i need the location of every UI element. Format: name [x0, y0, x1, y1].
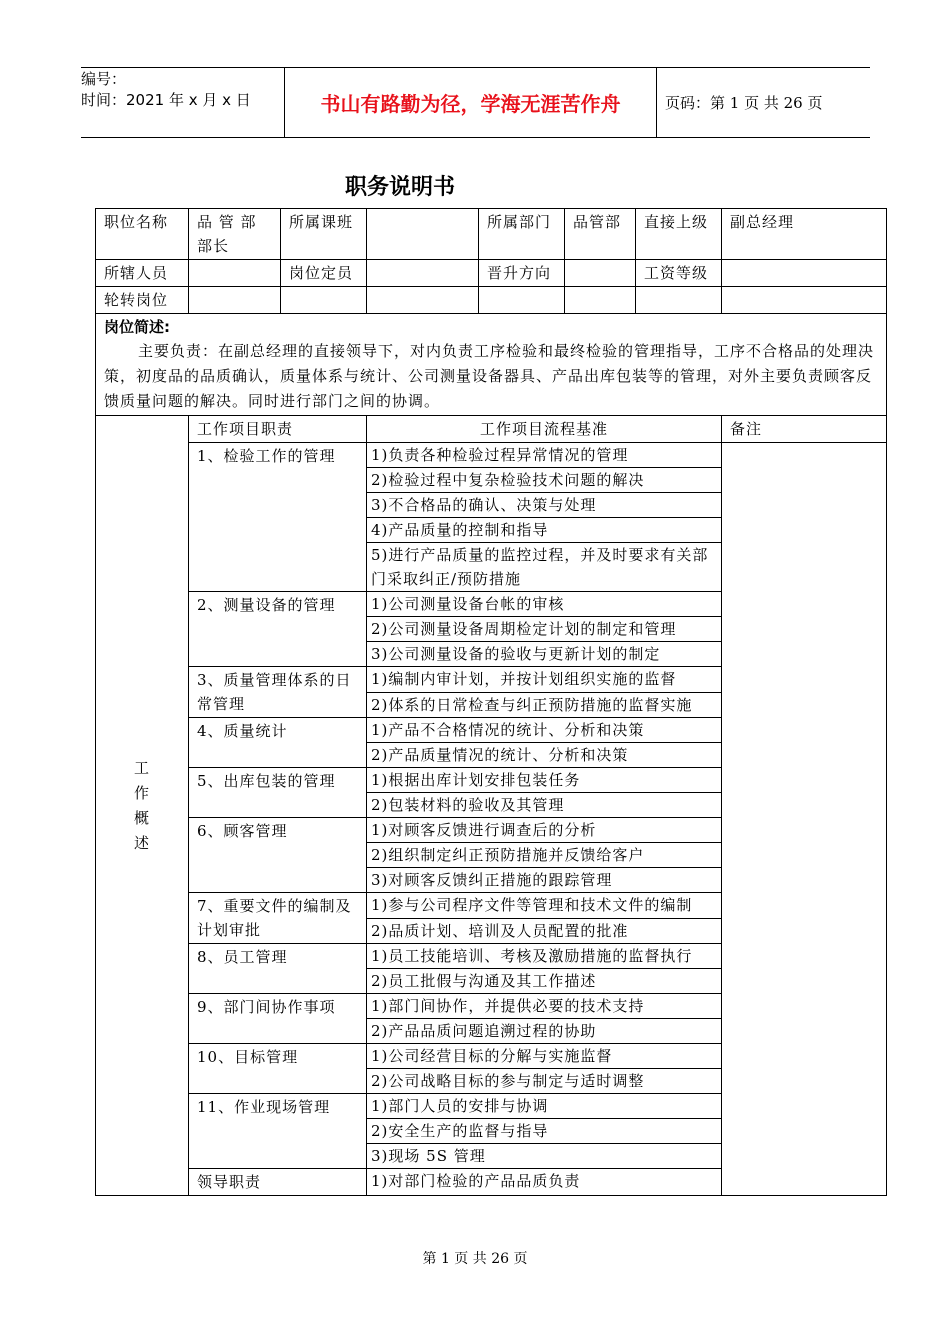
- info-cell: 直接上级: [636, 209, 722, 260]
- info-cell: 品 管 部 部长: [189, 209, 281, 260]
- info-row: [96, 209, 887, 260]
- duty-item: 3、质量管理体系的日常管理: [189, 667, 367, 718]
- duty-step: 5)进行产品质量的监控过程，并及时要求有关部门采取纠正/预防措施: [367, 543, 722, 592]
- duty-item: 6、顾客管理: [189, 818, 367, 893]
- duty-step: 2)包装材料的验收及其管理: [367, 793, 722, 818]
- duty-step: 1)公司经营目标的分解与实施监督: [367, 1044, 722, 1069]
- duty-step: 2)产品质量情况的统计、分析和决策: [367, 743, 722, 768]
- info-cell: 工资等级: [636, 260, 722, 287]
- duties-header-row: [96, 416, 887, 443]
- duty-item: 7、重要文件的编制及计划审批: [189, 893, 367, 944]
- duty-step: 4)产品质量的控制和指导: [367, 518, 722, 543]
- duty-step: 1)负责各种检验过程异常情况的管理: [367, 443, 722, 468]
- duty-item: 11、作业现场管理: [189, 1094, 367, 1169]
- duty-step: 2)公司战略目标的参与制定与适时调整: [367, 1069, 722, 1094]
- duty-row: [96, 443, 887, 468]
- number-label: 编号：: [81, 70, 127, 88]
- duty-step: 3)公司测量设备的验收与更新计划的制定: [367, 642, 722, 667]
- duty-step: 3)对顾客反馈纠正措施的跟踪管理: [367, 868, 722, 893]
- info-cell: 所属课班: [281, 209, 367, 260]
- column-header: 备注: [722, 416, 887, 443]
- info-cell: [722, 287, 887, 314]
- duty-item: 1、检验工作的管理: [189, 443, 367, 592]
- duty-step: 2)组织制定纠正预防措施并反馈给客户: [367, 843, 722, 868]
- info-cell: [367, 287, 479, 314]
- duty-step: 1)根据出库计划安排包装任务: [367, 768, 722, 793]
- side-label-cell: [96, 416, 189, 1196]
- summary-row: [96, 314, 887, 416]
- page-info: 页码：第 1 页 共 26 页: [665, 94, 823, 112]
- duty-step: 2)品质计划、培训及人员配置的批准: [367, 918, 722, 944]
- summary-cell: [96, 314, 887, 416]
- duty-step: 1)对部门检验的产品品质负责: [367, 1169, 722, 1196]
- info-cell: [367, 260, 479, 287]
- info-cell: 品管部: [565, 209, 636, 260]
- duty-item: 领导职责: [189, 1169, 367, 1196]
- time-label: 时间：2021 年 x 月 x 日: [81, 91, 251, 109]
- info-row: [96, 287, 887, 314]
- duty-item: 5、出库包装的管理: [189, 768, 367, 818]
- info-cell: [281, 287, 367, 314]
- page-header: [81, 67, 870, 138]
- duty-step: 3)现场 5S 管理: [367, 1144, 722, 1169]
- duty-step: 1)部门间协作，并提供必要的技术支持: [367, 994, 722, 1019]
- summary-text: 主要负责：在副总经理的直接领导下，对内负责工序检验和最终检验的管理指导，工序不合格品的处理决策，初度品的品质确认，质量体系与统计、公司测量设备器具、产品出库包装等的管理，对外主要负责顾客反馈质量问题的解决。同时进行部门之间的协调。: [104, 342, 875, 410]
- info-cell: [479, 287, 565, 314]
- duty-item: 9、部门间协作事项: [189, 994, 367, 1044]
- duty-step: 1)编制内审计划，并按计划组织实施的监督: [367, 667, 722, 693]
- motto: 书山有路勤为径，学海无涯苦作舟: [284, 68, 657, 137]
- side-label: 工作概述: [133, 758, 150, 852]
- duty-step: 3)不合格品的确认、决策与处理: [367, 493, 722, 518]
- info-cell: 职位名称: [96, 209, 189, 260]
- remarks-cell: [722, 443, 887, 1196]
- column-header: 工作项目流程基准: [367, 416, 722, 443]
- column-header: 工作项目职责: [189, 416, 367, 443]
- document-title: 职务说明书: [345, 175, 456, 200]
- duty-step: 1)对顾客反馈进行调查后的分析: [367, 818, 722, 843]
- duty-step: 2)员工批假与沟通及其工作描述: [367, 969, 722, 994]
- duty-item: 4、质量统计: [189, 718, 367, 768]
- info-cell: [565, 287, 636, 314]
- info-cell: 所属部门: [479, 209, 565, 260]
- info-cell: [189, 287, 281, 314]
- info-cell: 轮转岗位: [96, 287, 189, 314]
- info-cell: 所辖人员: [96, 260, 189, 287]
- duty-step: 1)参与公司程序文件等管理和技术文件的编制: [367, 893, 722, 919]
- info-cell: [367, 209, 479, 260]
- header-meta: [81, 68, 284, 137]
- info-cell: 岗位定员: [281, 260, 367, 287]
- info-cell: 晋升方向: [479, 260, 565, 287]
- duty-step: 1)产品不合格情况的统计、分析和决策: [367, 718, 722, 743]
- info-cell: [189, 260, 281, 287]
- page-footer: 第 1 页 共 26 页: [422, 1251, 528, 1267]
- job-description-table: [95, 208, 887, 1196]
- info-row: [96, 260, 887, 287]
- duty-item: 2、测量设备的管理: [189, 592, 367, 667]
- duty-step: 1)员工技能培训、考核及激励措施的监督执行: [367, 944, 722, 969]
- duty-step: 1)公司测量设备台帐的审核: [367, 592, 722, 617]
- duty-item: 10、目标管理: [189, 1044, 367, 1094]
- info-cell: [565, 260, 636, 287]
- duty-step: 1)部门人员的安排与协调: [367, 1094, 722, 1119]
- info-cell: 副总经理: [722, 209, 887, 260]
- duty-step: 2)产品品质问题追溯过程的协助: [367, 1019, 722, 1044]
- duty-step: 2)体系的日常检查与纠正预防措施的监督实施: [367, 692, 722, 718]
- duty-step: 2)公司测量设备周期检定计划的制定和管理: [367, 617, 722, 642]
- duty-step: 2)检验过程中复杂检验技术问题的解决: [367, 468, 722, 493]
- duty-step: 2)安全生产的监督与指导: [367, 1119, 722, 1144]
- info-cell: [636, 287, 722, 314]
- duty-item: 8、员工管理: [189, 944, 367, 994]
- summary-heading: 岗位简述:: [104, 318, 170, 336]
- info-cell: [722, 260, 887, 287]
